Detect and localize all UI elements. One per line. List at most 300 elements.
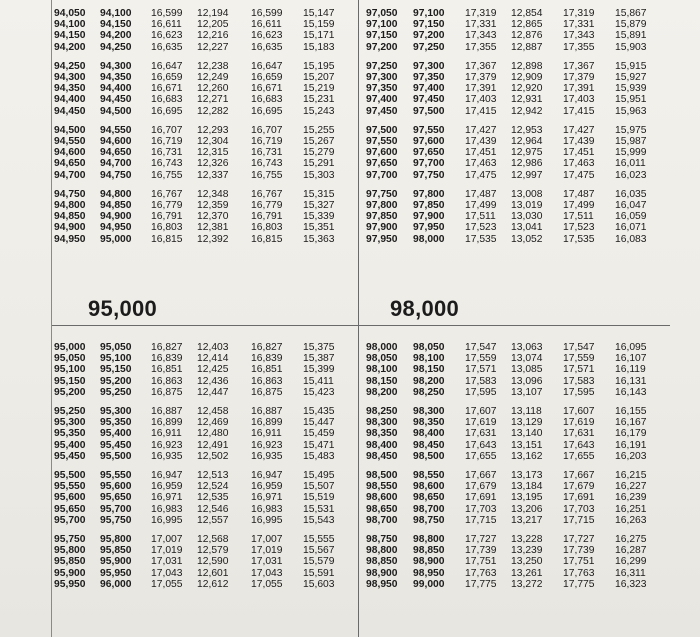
tax-amount-cell: 13,173 xyxy=(511,470,543,481)
table-row xyxy=(52,30,358,41)
tax-amount-cell: 16,311 xyxy=(615,567,646,579)
tax-amount-cell: 16,719 xyxy=(151,135,183,147)
tax-amount-cell: 13,074 xyxy=(511,353,543,365)
table-row xyxy=(359,211,670,222)
income-at-least-cell: 94,050 xyxy=(54,8,86,19)
income-at-least-cell: 97,050 xyxy=(366,8,398,19)
income-at-least-cell: 94,950 xyxy=(54,233,86,245)
tax-amount-cell: 13,096 xyxy=(511,375,543,387)
row-group xyxy=(359,61,670,117)
row-group xyxy=(359,406,670,462)
tax-amount-cell: 16,935 xyxy=(251,450,283,462)
tax-amount-cell: 17,547 xyxy=(563,342,595,353)
table-row xyxy=(52,492,358,503)
table-row xyxy=(359,534,670,545)
tax-amount-cell: 12,590 xyxy=(197,556,229,568)
tax-amount-cell: 12,392 xyxy=(197,233,229,245)
tax-amount-cell: 17,691 xyxy=(465,492,497,504)
tax-amount-cell: 12,491 xyxy=(197,439,229,451)
tax-amount-cell: 12,898 xyxy=(511,60,543,72)
income-at-least-cell: 97,800 xyxy=(366,199,398,211)
income-less-than-cell: 98,550 xyxy=(413,470,445,481)
tax-amount-cell: 17,331 xyxy=(563,19,595,31)
tax-amount-cell: 17,715 xyxy=(465,514,497,526)
tax-amount-cell: 16,719 xyxy=(251,135,283,147)
tax-amount-cell: 16,803 xyxy=(151,222,183,234)
tax-amount-cell: 17,619 xyxy=(465,417,497,429)
table-row xyxy=(52,61,358,72)
tax-amount-cell: 16,995 xyxy=(251,514,283,526)
table-row xyxy=(359,451,670,462)
income-at-least-cell: 95,800 xyxy=(54,545,86,557)
tax-amount-cell: 16,875 xyxy=(251,386,283,398)
tax-amount-cell: 12,447 xyxy=(197,386,229,398)
tax-amount-cell: 12,535 xyxy=(197,492,229,504)
tax-amount-cell: 13,030 xyxy=(511,211,543,223)
income-at-least-cell: 97,250 xyxy=(366,60,398,72)
tax-amount-cell: 16,863 xyxy=(251,375,283,387)
income-less-than-cell: 98,200 xyxy=(413,375,445,387)
tax-amount-cell: 17,403 xyxy=(563,94,595,106)
table-row xyxy=(359,364,670,375)
tax-amount-cell: 16,695 xyxy=(251,105,283,117)
tax-amount-cell: 15,951 xyxy=(615,94,647,106)
tax-amount-cell: 13,140 xyxy=(511,428,543,440)
tax-amount-cell: 12,612 xyxy=(197,578,229,590)
tax-amount-cell: 13,184 xyxy=(511,481,543,493)
tax-amount-cell: 17,523 xyxy=(563,222,595,234)
income-at-least-cell: 94,300 xyxy=(54,71,86,83)
income-at-least-cell: 98,100 xyxy=(366,364,398,376)
income-at-least-cell: 94,550 xyxy=(54,135,86,147)
income-at-least-cell: 98,000 xyxy=(366,342,398,353)
income-less-than-cell: 94,450 xyxy=(100,94,132,106)
tax-amount-cell: 15,195 xyxy=(303,60,335,72)
tax-amount-cell: 15,339 xyxy=(303,211,335,223)
left-income-column xyxy=(52,0,358,637)
tax-amount-cell: 13,206 xyxy=(511,503,543,515)
table-row xyxy=(52,364,358,375)
tax-amount-cell: 15,867 xyxy=(615,8,647,19)
tax-amount-cell: 16,731 xyxy=(251,147,283,159)
income-at-least-cell: 95,400 xyxy=(54,439,86,451)
income-at-least-cell: 94,100 xyxy=(54,19,86,31)
income-less-than-cell: 94,850 xyxy=(100,199,132,211)
tax-amount-cell: 17,655 xyxy=(563,450,595,462)
income-less-than-cell: 98,350 xyxy=(413,417,445,429)
table-row xyxy=(52,387,358,398)
tax-amount-cell: 15,459 xyxy=(303,428,335,440)
table-row xyxy=(359,30,670,41)
income-at-least-cell: 95,250 xyxy=(54,406,86,417)
table-row xyxy=(359,136,670,147)
tax-amount-cell: 17,535 xyxy=(563,233,595,245)
income-less-than-cell: 97,250 xyxy=(413,41,445,53)
income-at-least-cell: 97,100 xyxy=(366,19,398,31)
tax-amount-cell: 17,475 xyxy=(465,169,497,181)
tax-amount-cell: 17,559 xyxy=(563,353,595,365)
table-row xyxy=(52,504,358,515)
tax-amount-cell: 16,743 xyxy=(151,158,183,170)
tax-amount-cell: 16,695 xyxy=(151,105,183,117)
table-row xyxy=(359,72,670,83)
tax-amount-cell: 17,415 xyxy=(563,105,595,117)
tax-amount-cell: 17,667 xyxy=(563,470,595,481)
tax-amount-cell: 15,375 xyxy=(303,342,335,353)
tax-amount-cell: 17,439 xyxy=(465,135,497,147)
table-row xyxy=(52,534,358,545)
income-at-least-cell: 98,450 xyxy=(366,450,398,462)
income-heading-98000: 98,000 xyxy=(390,296,460,321)
tax-amount-cell: 13,250 xyxy=(511,556,543,568)
tax-amount-cell: 17,439 xyxy=(563,135,595,147)
tax-amount-cell: 15,603 xyxy=(303,578,335,590)
tax-amount-cell: 17,535 xyxy=(465,233,497,245)
income-at-least-cell: 94,800 xyxy=(54,199,86,211)
income-at-least-cell: 94,850 xyxy=(54,211,86,223)
tax-amount-cell: 17,343 xyxy=(465,30,497,42)
tax-amount-cell: 17,775 xyxy=(563,578,595,590)
income-at-least-cell: 95,750 xyxy=(54,534,86,545)
tax-amount-cell: 17,583 xyxy=(465,375,497,387)
table-row xyxy=(52,481,358,492)
tax-amount-cell: 12,238 xyxy=(197,60,229,72)
row-group xyxy=(52,534,358,590)
tax-amount-cell: 12,315 xyxy=(197,147,229,159)
table-row xyxy=(359,545,670,556)
income-at-least-cell: 95,300 xyxy=(54,417,86,429)
tax-amount-cell: 17,703 xyxy=(563,503,595,515)
table-row xyxy=(52,200,358,211)
tax-amount-cell: 16,095 xyxy=(615,342,647,353)
income-at-least-cell: 95,000 xyxy=(54,342,86,353)
income-at-least-cell: 98,900 xyxy=(366,567,398,579)
tax-amount-cell: 17,763 xyxy=(563,567,595,579)
income-at-least-cell: 95,600 xyxy=(54,492,86,504)
tax-amount-cell: 16,155 xyxy=(615,406,647,417)
tax-amount-cell: 17,475 xyxy=(563,169,595,181)
tax-amount-cell: 16,755 xyxy=(151,169,183,181)
tax-amount-cell: 16,887 xyxy=(251,406,283,417)
income-less-than-cell: 97,900 xyxy=(413,211,445,223)
tax-amount-cell: 16,119 xyxy=(615,364,646,376)
tax-amount-cell: 16,875 xyxy=(151,386,183,398)
tax-amount-cell: 16,767 xyxy=(151,188,183,200)
tax-amount-cell: 17,631 xyxy=(563,428,595,440)
tax-amount-cell: 17,043 xyxy=(151,567,183,579)
table-row xyxy=(52,158,358,169)
tax-amount-cell: 16,131 xyxy=(615,375,647,387)
tax-amount-cell: 12,997 xyxy=(511,169,543,181)
tax-amount-cell: 15,903 xyxy=(615,41,647,53)
tax-amount-cell: 17,367 xyxy=(563,60,595,72)
tax-amount-cell: 16,239 xyxy=(615,492,647,504)
tax-amount-cell: 16,683 xyxy=(251,94,283,106)
tax-amount-cell: 16,779 xyxy=(251,199,283,211)
income-less-than-cell: 95,100 xyxy=(100,353,132,365)
tax-amount-cell: 12,304 xyxy=(197,135,229,147)
tax-amount-cell: 12,403 xyxy=(197,342,229,353)
row-group xyxy=(52,342,358,398)
tax-amount-cell: 12,865 xyxy=(511,19,543,31)
income-at-least-cell: 98,500 xyxy=(366,470,398,481)
tax-amount-cell: 13,008 xyxy=(511,188,543,200)
tax-amount-cell: 13,041 xyxy=(511,222,543,234)
table-row xyxy=(52,19,358,30)
income-less-than-cell: 94,700 xyxy=(100,158,132,170)
tax-amount-cell: 17,571 xyxy=(563,364,595,376)
tax-amount-cell: 17,487 xyxy=(563,188,595,200)
income-at-least-cell: 98,750 xyxy=(366,534,398,545)
income-less-than-cell: 94,400 xyxy=(100,83,132,95)
income-at-least-cell: 98,550 xyxy=(366,481,398,493)
tax-amount-cell: 17,739 xyxy=(465,545,497,557)
income-less-than-cell: 97,850 xyxy=(413,199,445,211)
tax-amount-cell: 15,519 xyxy=(303,492,335,504)
income-at-least-cell: 97,900 xyxy=(366,222,398,234)
tax-amount-cell: 17,511 xyxy=(563,211,594,223)
income-less-than-cell: 97,550 xyxy=(413,124,445,136)
tax-amount-cell: 16,803 xyxy=(251,222,283,234)
income-less-than-cell: 94,750 xyxy=(100,169,132,181)
income-heading-95000: 95,000 xyxy=(88,296,158,321)
income-at-least-cell: 98,600 xyxy=(366,492,398,504)
table-row xyxy=(359,470,670,481)
tax-amount-cell: 16,935 xyxy=(151,450,183,462)
tax-amount-cell: 16,071 xyxy=(615,222,647,234)
tax-amount-cell: 16,947 xyxy=(151,470,183,481)
income-less-than-cell: 95,250 xyxy=(100,386,132,398)
table-row xyxy=(52,94,358,105)
tax-amount-cell: 17,403 xyxy=(465,94,497,106)
income-less-than-cell: 97,500 xyxy=(413,105,445,117)
income-at-least-cell: 97,450 xyxy=(366,105,398,117)
tax-amount-cell: 17,427 xyxy=(563,124,595,136)
income-less-than-cell: 94,500 xyxy=(100,105,132,117)
tax-amount-cell: 15,531 xyxy=(303,503,335,515)
tax-amount-cell: 15,975 xyxy=(615,124,647,136)
income-less-than-cell: 97,450 xyxy=(413,94,445,106)
table-row xyxy=(359,353,670,364)
tax-amount-cell: 16,899 xyxy=(151,417,183,429)
table-row xyxy=(52,353,358,364)
tax-amount-cell: 12,579 xyxy=(197,545,229,557)
table-row xyxy=(52,72,358,83)
table-row xyxy=(359,556,670,567)
table-row xyxy=(52,189,358,200)
tax-amount-cell: 12,249 xyxy=(197,71,229,83)
income-less-than-cell: 95,900 xyxy=(100,556,132,568)
tax-amount-cell: 12,293 xyxy=(197,124,229,136)
tax-amount-cell: 13,261 xyxy=(511,567,543,579)
tax-amount-cell: 16,599 xyxy=(251,8,283,19)
table-row xyxy=(359,170,670,181)
tax-amount-cell: 16,659 xyxy=(251,71,283,83)
income-less-than-cell: 98,250 xyxy=(413,386,445,398)
tax-amount-cell: 12,194 xyxy=(197,8,229,19)
table-row xyxy=(52,83,358,94)
tax-amount-cell: 16,287 xyxy=(615,545,647,557)
tax-amount-cell: 17,319 xyxy=(563,8,595,19)
table-row xyxy=(52,342,358,353)
tax-amount-cell: 16,623 xyxy=(151,30,183,42)
income-less-than-cell: 95,600 xyxy=(100,481,132,493)
tax-amount-cell: 16,911 xyxy=(251,428,282,440)
tax-amount-cell: 15,159 xyxy=(303,19,335,31)
tax-amount-cell: 12,513 xyxy=(197,470,229,481)
tax-amount-cell: 17,451 xyxy=(465,147,497,159)
tax-amount-cell: 16,815 xyxy=(251,233,283,245)
tax-amount-cell: 12,601 xyxy=(197,567,229,579)
tax-amount-cell: 15,963 xyxy=(615,105,647,117)
income-less-than-cell: 97,100 xyxy=(413,8,445,19)
tax-amount-cell: 17,751 xyxy=(465,556,497,568)
tax-amount-cell: 12,524 xyxy=(197,481,229,493)
tax-amount-cell: 16,779 xyxy=(151,199,183,211)
income-less-than-cell: 98,000 xyxy=(413,233,445,245)
tax-amount-cell: 16,635 xyxy=(151,41,183,53)
tax-amount-cell: 17,715 xyxy=(563,514,595,526)
tax-amount-cell: 13,085 xyxy=(511,364,543,376)
table-row xyxy=(52,406,358,417)
income-less-than-cell: 98,900 xyxy=(413,556,445,568)
income-at-least-cell: 98,800 xyxy=(366,545,398,557)
table-row xyxy=(52,515,358,526)
tax-amount-cell: 12,260 xyxy=(197,83,229,95)
tax-amount-cell: 15,327 xyxy=(303,199,335,211)
income-less-than-cell: 98,400 xyxy=(413,428,445,440)
row-group xyxy=(359,125,670,181)
tax-amount-cell: 16,263 xyxy=(615,514,647,526)
table-row xyxy=(359,481,670,492)
income-at-least-cell: 94,250 xyxy=(54,60,86,72)
tax-amount-cell: 16,623 xyxy=(251,30,283,42)
income-at-least-cell: 95,900 xyxy=(54,567,86,579)
tax-amount-cell: 17,391 xyxy=(563,83,595,95)
tax-amount-cell: 15,579 xyxy=(303,556,335,568)
table-row xyxy=(359,504,670,515)
tax-amount-cell: 15,507 xyxy=(303,481,335,493)
table-row xyxy=(52,470,358,481)
tax-amount-cell: 12,205 xyxy=(197,19,229,31)
tax-amount-cell: 16,707 xyxy=(251,124,283,136)
income-at-least-cell: 97,950 xyxy=(366,233,398,245)
income-less-than-cell: 96,000 xyxy=(100,578,132,590)
tax-amount-cell: 17,775 xyxy=(465,578,497,590)
tax-amount-cell: 17,019 xyxy=(151,545,183,557)
tax-amount-cell: 17,463 xyxy=(465,158,497,170)
tax-amount-cell: 16,827 xyxy=(151,342,183,353)
tax-amount-cell: 15,279 xyxy=(303,147,335,159)
tax-amount-cell: 16,047 xyxy=(615,199,647,211)
tax-amount-cell: 17,391 xyxy=(465,83,497,95)
row-group xyxy=(52,406,358,462)
tax-amount-cell: 17,487 xyxy=(465,188,497,200)
tax-amount-cell: 13,162 xyxy=(511,450,543,462)
tax-amount-cell: 17,511 xyxy=(465,211,496,223)
tax-amount-cell: 15,243 xyxy=(303,105,335,117)
tax-amount-cell: 16,671 xyxy=(251,83,283,95)
tax-amount-cell: 17,763 xyxy=(465,567,497,579)
tax-amount-cell: 16,143 xyxy=(615,386,647,398)
income-less-than-cell: 99,000 xyxy=(413,578,445,590)
tax-amount-cell: 16,887 xyxy=(151,406,183,417)
tax-amount-cell: 12,502 xyxy=(197,450,229,462)
tax-amount-cell: 15,423 xyxy=(303,386,335,398)
table-row xyxy=(359,376,670,387)
income-less-than-cell: 98,500 xyxy=(413,450,445,462)
tax-amount-cell: 17,055 xyxy=(151,578,183,590)
income-less-than-cell: 98,850 xyxy=(413,545,445,557)
tax-amount-cell: 16,959 xyxy=(151,481,183,493)
income-at-least-cell: 97,350 xyxy=(366,83,398,95)
row-group xyxy=(52,189,358,245)
tax-amount-cell: 16,671 xyxy=(151,83,183,95)
income-less-than-cell: 98,950 xyxy=(413,567,445,579)
tax-amount-cell: 12,348 xyxy=(197,188,229,200)
tax-amount-cell: 16,767 xyxy=(251,188,283,200)
tax-amount-cell: 13,272 xyxy=(511,578,543,590)
table-row xyxy=(52,556,358,567)
tax-amount-cell: 12,975 xyxy=(511,147,543,159)
table-row xyxy=(359,42,670,53)
tax-amount-cell: 17,319 xyxy=(465,8,497,19)
tax-amount-cell: 16,971 xyxy=(151,492,183,504)
tax-amount-cell: 16,923 xyxy=(151,439,183,451)
income-less-than-cell: 98,600 xyxy=(413,481,445,493)
income-less-than-cell: 98,100 xyxy=(413,353,445,365)
tax-amount-cell: 12,854 xyxy=(511,8,543,19)
tax-amount-cell: 15,303 xyxy=(303,169,335,181)
income-at-least-cell: 95,550 xyxy=(54,481,86,493)
tax-amount-cell: 16,755 xyxy=(251,169,283,181)
income-less-than-cell: 94,200 xyxy=(100,30,132,42)
income-less-than-cell: 98,650 xyxy=(413,492,445,504)
income-at-least-cell: 98,650 xyxy=(366,503,398,515)
tax-amount-cell: 17,355 xyxy=(465,41,497,53)
tax-amount-cell: 16,227 xyxy=(615,481,647,493)
tax-amount-cell: 12,480 xyxy=(197,428,229,440)
income-at-least-cell: 95,100 xyxy=(54,364,86,376)
tax-amount-cell: 17,343 xyxy=(563,30,595,42)
row-group xyxy=(359,534,670,590)
tax-amount-cell: 15,555 xyxy=(303,534,335,545)
tax-amount-cell: 12,887 xyxy=(511,41,543,53)
income-less-than-cell: 95,000 xyxy=(100,233,132,245)
tax-amount-cell: 15,495 xyxy=(303,470,335,481)
tax-amount-cell: 16,959 xyxy=(251,481,283,493)
tax-amount-cell: 17,031 xyxy=(151,556,183,568)
tax-amount-cell: 15,147 xyxy=(303,8,335,19)
table-row xyxy=(359,61,670,72)
income-less-than-cell: 98,750 xyxy=(413,514,445,526)
tax-amount-cell: 17,667 xyxy=(465,470,497,481)
income-at-least-cell: 94,400 xyxy=(54,94,86,106)
income-less-than-cell: 94,100 xyxy=(100,8,132,19)
tax-amount-cell: 12,414 xyxy=(197,353,229,365)
income-at-least-cell: 94,650 xyxy=(54,158,86,170)
row-group xyxy=(359,189,670,245)
tax-amount-cell: 16,743 xyxy=(251,158,283,170)
tax-amount-cell: 12,568 xyxy=(197,534,229,545)
income-less-than-cell: 97,400 xyxy=(413,83,445,95)
tax-amount-cell: 17,727 xyxy=(563,534,595,545)
income-at-least-cell: 94,500 xyxy=(54,124,86,136)
table-row xyxy=(359,200,670,211)
tax-amount-cell: 12,326 xyxy=(197,158,229,170)
right-income-column xyxy=(359,0,670,637)
table-row xyxy=(52,579,358,590)
